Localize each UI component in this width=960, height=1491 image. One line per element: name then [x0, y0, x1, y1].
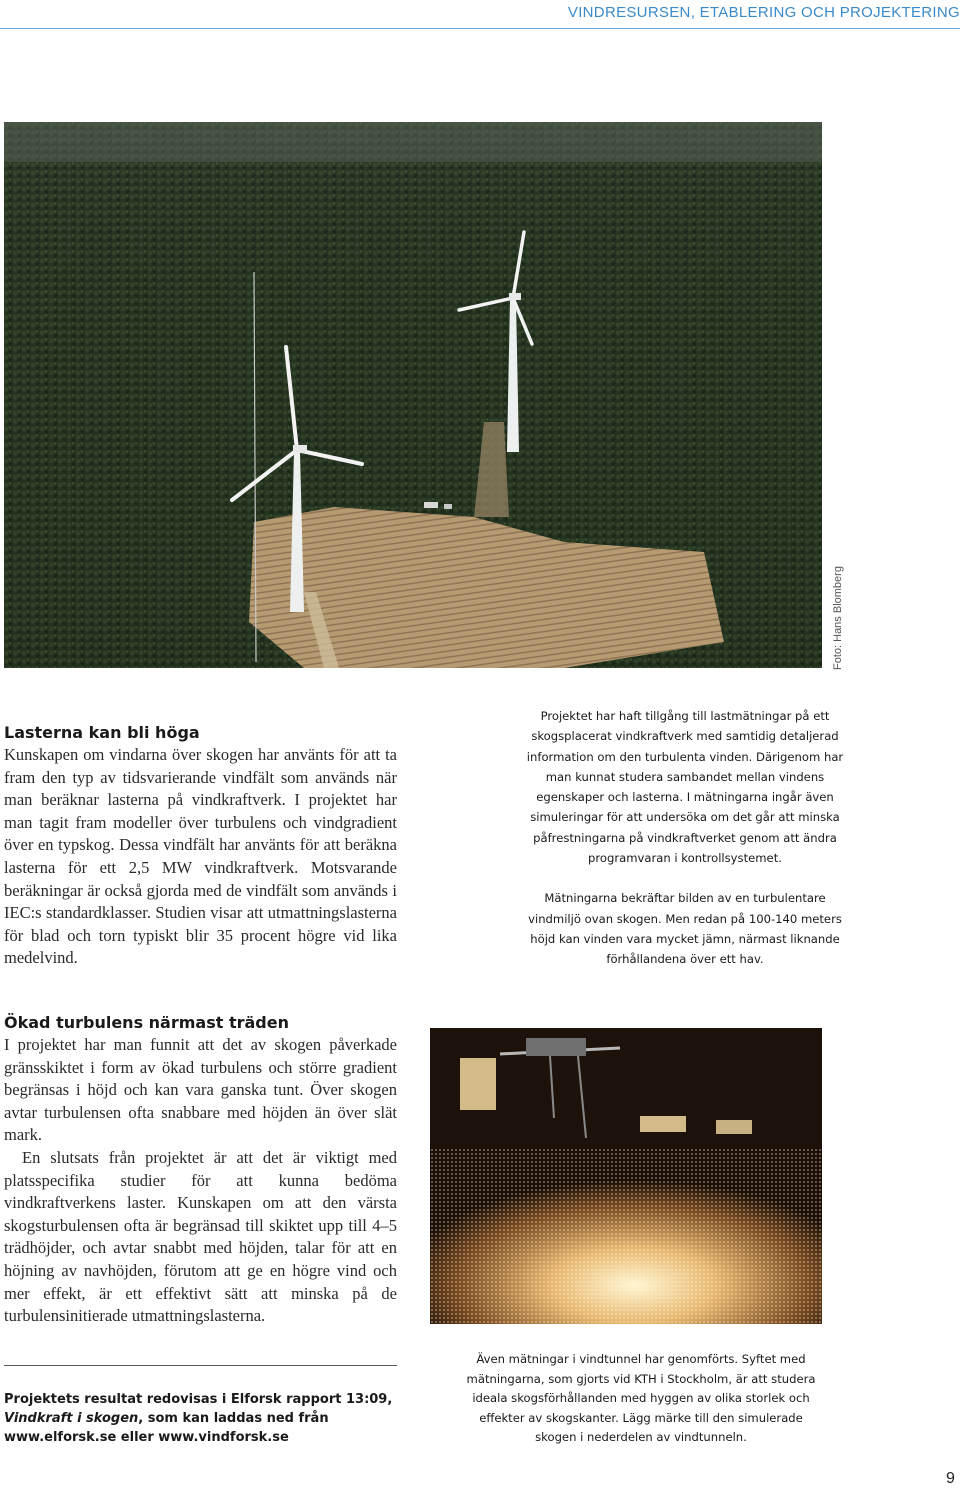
photo-wind-turbines-forest: [4, 122, 822, 668]
side-paragraph: Mätningarna bekräftar bilden av en turbulentare vindmiljö ovan skogen. Men redan på 100-140 meters höjd kan vinden vara mycket jämn, närmast liknande förhållandena över ett hav.: [528, 891, 842, 967]
body-paragraph: Kunskapen om vindarna över skogen har använts för att ta fram den typ av tidsvarierande vindfält som används när man beräknar lasterna på vindkraftverk. I projektet har man tagit fram modeller över turbulens och vindgradient över en typskog. Dessa vindfält har använts för att beräkna lasterna för ett 2,5 MW vindkraftverk. Motsvarande beräkningar är också gjorda med de vindfält som används i IEC:s standardklasser. Studien visar att utmattningslasterna för blad och torn typiskt blir 35 procent högre vid lika medelvind.: [4, 745, 397, 968]
side-text: [520, 706, 850, 990]
section-heading: Lasterna kan bli höga: [4, 723, 200, 742]
photo-wind-tunnel: [430, 1028, 822, 1324]
caption-wind-tunnel: Även mätningar i vindtunnel har genomförts. Syftet med mätningarna, som gjorts vid KTH i Stockholm, är att studera ideala skogsförhållanden med hyggen av olika storlek och effekter av skogskanter. Lägg märke till den simulerade skogen i nederdelen av vindtunneln.: [466, 1352, 816, 1444]
report-line: [4, 1409, 404, 1428]
report-links[interactable]: www.elforsk.se eller www.vindforsk.se: [4, 1430, 289, 1445]
header-rule: [0, 28, 960, 29]
body-paragraph: I projektet har man funnit att det av skogen påverkade gränsskiktet i form av ökad turbulens och större gradient begränsas i höjd och kan vara ganska tunt. Över skogen avtar turbulensen ofta snabbare med höjden än över slät mark.: [4, 1035, 397, 1145]
photo-credit: Foto: Hans Blomberg: [832, 566, 844, 670]
side-paragraph: Projektet har haft tillgång till lastmätningar på ett skogsplacerat vindkraftverk med samtidig detaljerad information om den turbulenta vinden. Därigenom har man kunnat studera sambandet mellan vindens egenskaper och lasterna. I mätningarna ingår även simuleringar för att undersöka om det går att minska påfrestningarna på vindkraftverket genom att ändra programvaran i kontrollsystemet.: [526, 709, 844, 866]
section-divider: [4, 1365, 397, 1366]
running-head: VINDRESURSEN, ETABLERING OCH PROJEKTERING: [567, 4, 960, 21]
report-reference: [4, 1390, 404, 1447]
report-line-rest: , som kan laddas ned från: [138, 1411, 329, 1426]
page-number: 9: [946, 1470, 955, 1487]
body-paragraph: En slutsats från projektet är att det är viktigt med platsspecifika studier för att kunna bedöma vindkraftverkens laster. Kunskapen om att den värsta skogsturbulensen ofta är begränsad till skiktet upp till 4–5 trädhöjder, och avtar snabbt med höjden, talar för att en höjning av navhöjden, förutom att ge en högre vind och mer effekt, är ett effektivt sätt att minska på de turbulensinitierade utmattningslasterna.: [4, 1147, 397, 1326]
section-heading: Ökad turbulens närmast träden: [4, 1013, 289, 1032]
report-line: Projektets resultat redovisas i Elforsk rapport 13:09,: [4, 1392, 393, 1407]
section-turbulens: [4, 1012, 397, 1328]
section-lasterna: [4, 722, 397, 970]
report-title: Vindkraft i skogen: [4, 1411, 139, 1426]
